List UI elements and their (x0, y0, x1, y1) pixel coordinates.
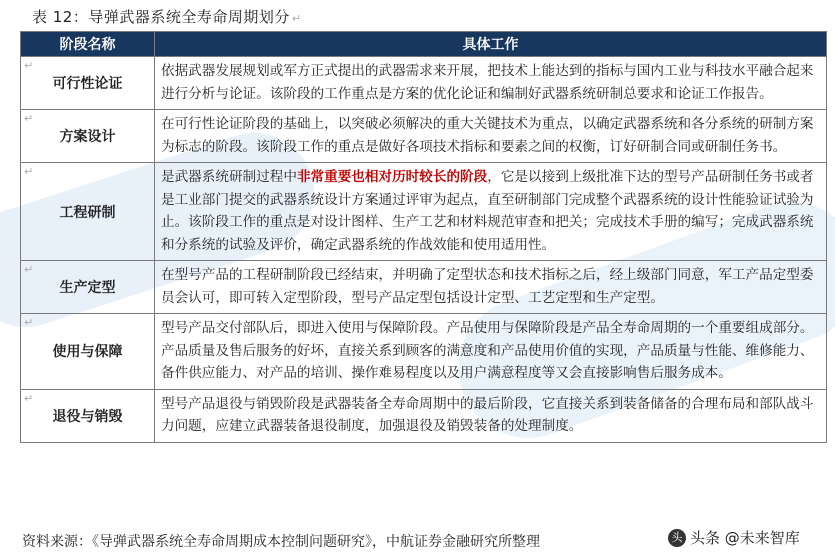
description-text: 型号产品交付部队后，即进入使用与保障阶段。产品使用与保障阶段是产品全寿命周期的一个重要组成部分。产品质量及售后服务的好坏，直接关系到顾客的满意度和产品使用价值的实现，产品质量与性能、维修能力、备件供应能力、对产品的培训、操作难易程度以及用户满意程度等又会直接影响售后服务成本。 (161, 320, 814, 381)
stage-cell (21, 389, 155, 442)
table-header-row (21, 32, 827, 57)
highlighted-text: 非常重要也相对历时较长的阶段 (296, 169, 488, 185)
stage-name: 退役与销毁 (52, 408, 123, 425)
paragraph-mark-icon: ↵ (24, 112, 34, 125)
stage-cell (21, 57, 155, 110)
header-stage: 阶段名称 (21, 32, 155, 57)
table-row (21, 110, 827, 163)
work-description-cell (155, 110, 827, 163)
paragraph-mark-icon: ↵ (24, 59, 34, 72)
toutiao-logo-icon: 头 (668, 529, 686, 547)
stage-cell (21, 163, 155, 261)
brand-text: 头条 @未来智库 (690, 529, 800, 547)
stage-name: 使用与保障 (52, 344, 123, 361)
description-text: 型号产品退役与销毁阶段是武器装备全寿命周期中的最后阶段，它直接关系到装备储备的合理布局和部队战斗力问题，应建立武器装备退役制度，加强退役及销毁装备的处理制度。 (161, 395, 814, 434)
paragraph-mark-icon: ↵ (24, 165, 34, 178)
description-text: 是武器系统研制过程中 (161, 169, 297, 185)
table-row (21, 261, 827, 314)
paragraph-mark-icon: ↵ (24, 316, 34, 329)
work-description-cell (155, 389, 827, 442)
brand-watermark (668, 527, 800, 548)
source-note: 资料来源：《导弹武器系统全寿命周期成本控制问题研究》，中航证券金融研究所整理 (22, 534, 540, 550)
table-caption (32, 6, 302, 27)
stage-cell (21, 261, 155, 314)
caption-text: 表 12：导弹武器系统全寿命周期划分 (32, 8, 290, 26)
stage-name: 生产定型 (59, 280, 116, 296)
paragraph-mark-icon: ↵ (291, 12, 302, 25)
table-row (21, 314, 827, 390)
work-description-cell (155, 314, 827, 390)
description-text: ，它是以接到上级批准下达的型号产品研制任务书或者是工业部门提交的武器系统设计方案通过评审为起点，直至研制部门完成整个武器系统的设计性能验证试验为止。该阶段工作的重点是对设计图样、生产工艺和材料规范审查和把关；完成技术手册的编写；完成武器系统和分系统的试验及评价，确定武器系统的作战效能和使用适用性。 (161, 169, 814, 253)
description-text: 在可行性论证阶段的基础上，以突破必须解决的重大关键技术为重点，以确定武器系统和各分系统的研制方案为标志的阶段。该阶段工作的重点是做好各项技术指标和要素之间的权衡，订好研制合同或研制任务书。 (161, 116, 814, 155)
stage-name: 可行性论证 (52, 76, 123, 92)
work-description-cell (155, 163, 827, 261)
paragraph-mark-icon: ↵ (24, 391, 34, 405)
paragraph-mark-icon: ↵ (24, 263, 34, 276)
stage-cell (21, 110, 155, 163)
stage-name: 方案设计 (59, 129, 116, 145)
table-row (21, 389, 827, 442)
lifecycle-table (20, 31, 827, 443)
stage-cell (21, 314, 155, 390)
work-description-cell (155, 261, 827, 314)
header-work: 具体工作 (155, 32, 827, 57)
description-text: 在型号产品的工程研制阶段已经结束，并明确了定型状态和技术指标之后，经上级部门同意，军工产品定型委员会认可，即可转入定型阶段，型号产品定型包括设计定型、工艺定型和生产定型。 (161, 267, 814, 306)
description-text: 依据武器发展规划或军方正式提出的武器需求来开展，把技术上能达到的指标与国内工业与科技水平融合起来进行分析与论证。该阶段的工作重点是方案的优化论证和编制好武器系统研制总要求和论证工作报告。 (161, 63, 814, 102)
table-row (21, 57, 827, 110)
work-description-cell (155, 57, 827, 110)
stage-name: 工程研制 (59, 204, 116, 221)
table-row (21, 163, 827, 261)
